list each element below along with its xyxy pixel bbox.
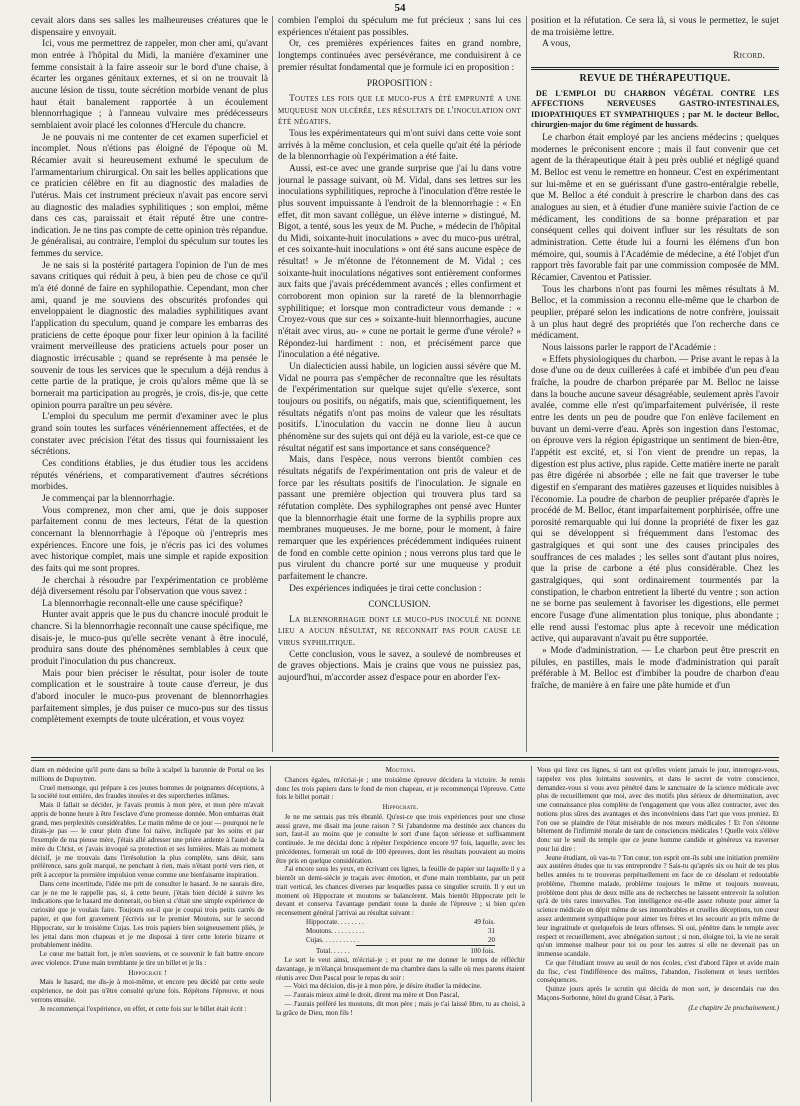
paragraph: Or, ces premières expériences faites en grand nombre, longtemps continuées avec persévérance, me conduisirent à ce premier résultat fondamental que je formule ici en proposition : — [278, 39, 521, 73]
paragraph: J'ai encore sous les yeux, en écrivant ces lignes, la feuille de papier sur laquelle il y a bientôt un demi-siècle je traçais avec émotion, et d'une main tremblante, par un petit trait vertical, les chances diverses par lesquelles passa ce singulier scrutin. Il y eut un moment où Hippocrate et moutons se balancèrent. Mais bientôt Hippocrate prit le devant et conserva l'avantage pendant toute la durée de l'épreuve ; si bien qu'en recensement général j'arrivai au résultat suivant : — [276, 865, 525, 918]
paragraph: — J'aurais préféré les moutons, dit mon père ; mais je t'ai laissé libre, tu as choisi, à la grâce de Dieu, mon fils ! — [276, 999, 525, 1017]
column-divider — [526, 16, 527, 752]
paragraph: Le cœur me battait fort, je m'en souviens, et ce souvenir le fait battre encore avec violence. D'une main tremblante je tire un billet et je lis : — [31, 950, 264, 967]
paragraph: Tous les charbons n'ont pas fourni les mêmes résultats à M. Belloc, et la commission a reconnu elle-même que le charbon de peuplier, préparé selon les indications de notre confrère, jouissait à un plus haut degré des propriétés que l'on recherche dans ce médicament. — [531, 284, 779, 342]
column-divider — [531, 766, 532, 1102]
section-separator — [31, 757, 779, 758]
paragraph: Hunter avait appris que le pus du chancre inoculé produit le chancre. Si la blennorrhagie reconnaît une cause spécifique, me disais-je, le muco-pus qu'elle secrète venant à être inoculé, produira sans doute des phénomènes semblables à ceux que produit l'inoculation du pus chancreux. — [31, 610, 268, 668]
paragraph: L'emploi du speculum me permit d'examiner avec le plus grand soin toutes les surfaces vénériennement affectées, et de constater avec précision l'état des tissus qui fournissaient les sécrétions. — [31, 412, 268, 458]
paragraph: combien l'emploi du spéculum me fut précieux ; sans lui ces expériences n'étaient pas possibles. — [278, 16, 521, 38]
ballot-result: Hippocrate. — [382, 803, 419, 812]
tally-label: Cujas. . . . . . . . . . . — [306, 935, 360, 944]
paragraph: Je recommençai l'expérience, en effet, et cette fois sur le billet était écrit : — [39, 1004, 247, 1013]
column-divider — [272, 16, 273, 752]
paragraph: Aussi, est-ce avec une grande surprise que j'ai lu dans votre journal le passage suivant, où M. Vidal, dans ses lettres sur les inoculations syphilitiques, reproche à l'inoculation d'être restée le plus souvent impuissante à l'endroit de la blennorrhagie : « En effet, dit mon savant collègue, un élève interne » distingué, M. Bigot, a tenté, sous les yeux de M. Puche, » médecin de l'hôpital du Midi, soixante-huit inoculations » avec du muco-pus urétral, et ces soixante-huit inoculations » ont été sans aucune espèce de résultat! » Je m'étonne de l'étonnement de M. Vidal ; ces soixante-huit inoculations négatives sont entièrement conformes aux faits que j'avais précédemment avancés ; elles confirment et corroborent mon opinion sur la rareté de la blennorrhagie syphilitique; et lorsque mon contradicteur vous demande : « Croyez-vous que sur ces » soixante-huit blennorrhagies, aucune n'était avec virus, au- » cune ne portait le germe d'une vérole? » Répondez-lui hardiment : non, et précisément parce que l'inoculation a été négative. — [278, 163, 521, 361]
paragraph: Nous laissons parler le rapport de l'Académie : — [542, 342, 717, 353]
paragraph: Un dialecticien aussi habile, un logicien aussi sévère que M. Vidal ne pourra pas s'empêcher de reconnaître que les résultats de l'expérimentation sur quelque sujet qu'elle s'exerce, sont toujours ou positifs, ou négatifs, mais que, scientifiquement, les résultats négatifs n'ont pas moins de valeur que les résultats positifs. L'inoculation du vaccin ne donne lieu à aucun phénomène sur des sujets qui ont déjà eu la variole, est-ce que ce résultat négatif est sans importance et sans conséquence? — [278, 362, 521, 454]
tally-row — [306, 936, 495, 945]
paragraph: Vous qui lirez ces lignes, si tant est qu'elles voient jamais le jour, interrogez-vous, rappelez vos plus lointains souvenirs, et dans le secret de votre conscience, demandez-vous si vous avez pénétré dans le sanctuaire de la science médicale avec plus de recueillement que moi, avec des motifs plus sérieux de détermination, avec une connaissance plus complète de l'engagement que vous allez contracter, avec des notions plus sûres des avantages et des inconvéniens dans l'art que vous preniez. Et l'on ose se plaindre de l'état misérable de nos mœurs médicales ! Et l'on s'étonne bêtement de l'infirmité morale de tant de consciences médicales ! Quelle voix s'élève donc sur le seuil du temple que ce jeune homme candide et généreux va traverser pour lui dire : — [537, 766, 779, 853]
tally-total-value: 100 fois. — [470, 947, 495, 956]
paragraph: Jeune étudiant, où vas-tu ? Ton cœur, ton esprit ont-ils subi une initiation première aux austères études que tu vas entreprendre ? Sais-tu qu'après six ou huit de tes plus belles années tu te trouveras perpétuellement en face de ce désolant et redoutable problème, l'homme malade, problème toujours le même et toujours nouveau, problème dont plus de deux mille ans de recherches ne laissent entrevoir la solution qu'à de très rares intervalles. Ton intelligence est-elle assez robuste pour aimer la science médicale en dépit même de ses innombrables et cruelles déceptions, ton cœur assez ardemment sympathique pour aimer tes frères et les secourir au prix même de leur ingratitude et quelquefois de leurs offenses. Si oui, pénètre dans le temple avec respect et recueillement, avec abnégation surtout ; si non, éloigne toi, la vie ne serait qu'un immense malheur pour toi ou pour les autres si elle ne devenait pas un immense scandale. — [537, 853, 779, 959]
proposition-text: Toutes les fois que le muco-pus a été emprunté a une muqueuse non ulcérée, les résultats de l'inoculation ont été négatifs. — [278, 93, 521, 128]
paragraph: Cruel mensonge, qui prépare à ces jeunes hommes de poignantes déceptions, à la société tout entière, des fraudes inouïes et des supercheries infâmes. — [31, 783, 264, 801]
proposition-heading: PROPOSITION : — [366, 79, 433, 90]
paragraph: Le charbon était employé par les anciens médecins ; quelques modernes le préconisent encore ; mais il faut convenir que cet agent de la thérapeutique était à peu près oublié et négligé quand M. Belloc est venu le remettre en honneur. C'est en expérimentant sur lui-même et en se guérissant d'une gastro-entéralgie rebelle, que M. Belloc a été conduit à prescrire le charbon dans des cas analogues au sien, et à étudier d'une manière suivie l'action de ce médicament, les conditions de sa bonne préparation et par conséquent celles qui doivent influer sur les résultats de son administration. Cette étude lui a fourni les élémens d'un bon mémoire, qui, soumis à l'Académie de médecine, a été l'objet d'un rapport très favorable fait par une commission composée de MM. Récamier, Caventou et Patissier. — [531, 133, 779, 284]
paragraph: Ici, vous me permettrez de rappeler, mon cher ami, qu'avant mon entrée à l'hôpital du Midi, la manière d'examiner une femme consistait à la faire asseoir sur le bord d'une chaise, à écarter les organes génitaux externes, et si on ne trouvait là aucune lésion de tissu, toute sécrétion morbide venant de plus haut était banalement rapportée à un écoulement blennorrhagique ; à l'anneau vulvaire mes prédécesseurs semblaient avoir placé les colonnes d'Hercule du chancre. — [31, 39, 268, 131]
paragraph: Chances égales, m'écriai-je ; une troisième épreuve décidera la victoire. Je remis donc les trois papiers dans le fond de mon chapeau, et je recommençai l'épreuve. Cette fois le billet portait : — [276, 775, 525, 802]
paragraph: Quinze jours après le scrutin qui décida de mon sort, je descendais rue des Maçons-Sorbonne, hôtel du grand César, à Paris. — [537, 985, 779, 1002]
paragraph: — Voici ma décision, dis-je à mon père, je désire étudier la médecine. — [284, 982, 482, 991]
tally-value: 20 — [487, 935, 495, 944]
paragraph: Mais, dans l'espèce, nous verrons bientôt combien ces résultats négatifs de l'expérimentation ont pris de valeur et de force par les résultats positifs de l'inoculation. Je signale en passant une première objection qui trouvera plus tard sa réfutation complète. Des syphilographes ont pensé avec Hunter que la blennorrhagie était une forme de la syphilis propre aux membranes muqueuses. Je me borne, pour le moment, à faire remarquer que les expériences précédemment indiquées ruinent de fond en comble cette opinion ; nous verrons plus tard que le pus virulent du chancre porté sur une muqueuse y produit parfaitement le chancre. — [278, 455, 521, 582]
page-number: 54 — [394, 2, 406, 14]
tally-total-row — [316, 947, 495, 956]
paragraph: Le sort le veut ainsi, m'écriai-je ; et pour ne me donner le temps de réfléchir davantage, je m'élançai brusquement de ma chambre dans la salle où mes parens étaient réunis avec Don Pascal pour le repas du soir : — [276, 956, 525, 982]
bottom-column-1 — [31, 766, 264, 1102]
paragraph: Mais le hasard, me dis-je à moi-même, et encore peu décidé par cette seule expérience, ne doit pas n'être consulté qu'une fois. Répétons l'épreuve, et nous verrons ensuite. — [31, 978, 264, 1004]
paragraph: Des expériences indiquées je tirai cette conclusion : — [289, 583, 482, 594]
paragraph: Cette conclusion, vous le savez, a soulevé de nombreuses et de graves objections. Mais je crains que vous ne puissiez pas, aujourd'hui, m'accorder assez d'espace pour en aborder l'ex- — [278, 649, 521, 684]
section-rule — [531, 67, 779, 70]
paragraph: Je cherchai à résoudre par l'expérimentation ce problème déjà diversement résolu par l'observation que vous savez : — [31, 575, 268, 598]
bottom-column-2 — [276, 766, 525, 1102]
top-column-3 — [531, 16, 779, 752]
tally-value: 31 — [487, 926, 495, 935]
paragraph: diant en médecine qu'il porte dans sa boîte à scalpel la baronnie de Portal ou les millions de Dupuytren. — [31, 766, 264, 783]
tally-row — [306, 918, 495, 927]
section-title: REVUE DE THÉRAPEUTIQUE. — [579, 72, 731, 84]
top-column-1 — [31, 16, 268, 752]
paragraph: La blennorrhagie reconnaît-elle une cause spécifique? — [42, 598, 243, 609]
section-separator-thin — [31, 760, 779, 761]
paragraph: Ce que l'étudiant trouve au seuil de nos écoles, c'est d'abord l'âpre et avide main du fisc, c'est l'indifférence des maîtres, l'abandon, l'isolement et leurs terribles conséquences. — [537, 958, 779, 985]
paragraph: » Mode d'administration. — Le charbon peut être prescrit en pilules, en pastilles, mais le mode d'administration qui paraît préférable à M. Belloc est d'imbiber la poudre de charbon d'eau fraîche, de manière à en faire une pâte humide et d'un — [531, 646, 779, 692]
tally-rule — [356, 945, 495, 946]
signature: Ricord. — [733, 50, 765, 61]
continuation-note: (Le chapitre 2e prochainement.) — [688, 1003, 779, 1012]
paragraph: Je ne sais si la postérité partagera l'opinion de l'un de mes savans critiques qui réduit à peu, à bien peu de chose ce qu'il m'a été donné de faire en syphilopathie. Cependant, mon cher ami, quand je me souviens des obscurités profondes qui enveloppaient le diagnostic des maladies syphilitiques avant l'application du speculum, quand je compare les embarras des praticiens de cette époque pour fixer leur opinion à la facilité vraiment merveilleuse des praticiens actuels pour poser un diagnostic irrécusable ; quand se représente à ma pensée le souvenir de tous les services que le speculum a déjà rendus à cette partie de la pratique, je crois qu'alors même que là se bornerait ma participation au progrès, je crois, dis-je, que cette opinion pourra paraître un peu sévère. — [31, 260, 268, 411]
paragraph: — J'aurais mieux aimé le droit, dirent ma mère et Don Pascal, — [284, 991, 460, 1000]
paragraph: Ces conditions établies, je dus étudier tous les accidens réputés vénériens, et comparativement d'autres sécrétions morbides. — [31, 458, 268, 493]
greeting: A vous, — [542, 39, 571, 50]
paragraph: « Effets physiologiques du charbon. — Prise avant le repas à la dose d'une ou de deux cuillerées à café et imbibée d'un peu d'eau fraîche, la poudre de charbon préparée par M. Belloc ne laisse dans la bouche aucune saveur désagréable, seulement après l'avoir avalée, comme elle n'est qu'imparfaitement pulvérisée, il reste entre les dents un peu de poudre que l'on enlève facilement en buvant un demi-verre d'eau. Après son ingestion dans l'estomac, on éprouve vers la région épigastrique un sentiment de bien-être, l'appétit est excité, et, si l'on vient de prendre un repas, la digestion est plus active, plus rapide. Cette matière inerte ne paraît pas être digérée ni absorbée ; elle ne fait que traverser le tube digestif en s'emparant des matières gazeuses et liquides nuisibles à l'économie. La poudre de charbon de peuplier préparée d'après le procédé de M. Belloc, étant imparfaitement porphirisée, offre une porosité remarquable qui lui donne la propriété de fixer les gaz qui se développent si fréquemment dans l'estomac des gastralgiques et qui sont une des causes principales des souffrances de ces malades ; les selles sont d'autant plus noires, que la prise de carbone a été plus considérable. Chez les gastralgiques, qui sont ordinairement tourmentés par la constipation, le charbon entretient la liberté du ventre ; son action ne se borne pas seulement à favoriser les digestions, elle permet encore l'usage d'une alimentation plus tonique, plus abondante ; elle rend aussi l'estomac plus apte à recevoir une médication active, qui auparavant n'avait pu être supportée. — [531, 354, 779, 645]
ballot-result: Hippocrate ! — [128, 968, 167, 977]
tally-total-label: Total. . . . . . — [316, 947, 350, 956]
paragraph: Tous les expérimentateurs qui m'ont suivi dans cette voie sont arrivés à la même conclusion, et cela quelle qu'ait été la période de la blennorrhagie où l'expérimation a été faite. — [278, 128, 521, 163]
paragraph: Je ne pouvais ni me contenter de cet examen superficiel et incomplet. Nous n'étions pas éloigné de l'époque où M. Récamier avait si heureusement exhumé le speculum de l'armamentarium chirurgical. On sait les belles applications que ce praticien célèbre en fit au diagnostic des maladies de l'utérus. Mais cet instrument précieux n'avait pas encore servi au diagnostic des maladies syphilitiques ; son emploi, même dans ces cas, paraissait et était réputé être une contre-indication. Je ne tins pas compte de cette opinion très répandue. Je généralisai, au contraire, l'emploi du spéculum sur toutes les femmes du service. — [31, 132, 268, 260]
column-divider — [270, 766, 271, 1102]
conclusion-heading: CONCLUSION. — [368, 600, 431, 611]
paragraph: cevait alors dans ses salles les malheureuses créatures que le dispensaire y envoyait. — [31, 16, 268, 38]
paragraph: Dans cette incertitude, l'idée me prit de consulter le hasard. Je ne saurais dire, car je ne me le rappelle pas, si, à cette heure, j'étais bien décidé à suivre les indications que le hasard me donnerait, ou bien si c'était une simple expérience de curiosité que je voulais faire. Toujours est-il que je coupai trois petits carrés de papier, et que fort gravement j'écrivis sur le premier Moutons, sur le second Hippocrate, sur le troisième Cujas. Les trois papiers bien soigneusement pliés, je les jettai dans mon chapeau et je me disposai à tirer cette loterie bizarre et probablement inédite. — [31, 879, 264, 950]
tally-value: 49 fois. — [473, 918, 495, 927]
paragraph: Vous comprenez, mon cher ami, que je dois supposer parfaitement connu de mes lecteurs, l'état de la question concernant la blennorrhagie à l'époque où j'entrepris mes expériences. Encore une fois, je n'écris pas ici des volumes avec historique complet, mais une simple et rapide exposition des faits qui me sont propres. — [31, 505, 268, 574]
paragraph: Je commençai par la blennorrhagie. — [42, 493, 175, 504]
tally-label: Hippocrate. . . . . . . . — [306, 918, 364, 927]
ballot-result: Moutons. — [385, 766, 416, 774]
article-title: DE L'EMPLOI DU CHARBON VÉGÉTAL CONTRE LES AFFECTIONS NERVEUSES GASTRO-INTESTINALES, IDIOPATHIQUES ET SYMPATHIQUES ; par M. le docteur Belloc, chirurgien-major du 6me régiment de hussards. — [531, 89, 779, 129]
paragraph: Je ne me sentais pas très ébranlé. Qu'est-ce que trois expériences pour une chose aussi grave, me disait ma jeune raison ? Si j'abandonne ma destinée aux chances du sort, faut-il au moins que je consulte le sort d'une façon sérieuse et suffisamment continuée. Je me décidai donc à répéter l'expérience encore 97 fois, laquelle, avec les précédentes, formerait un total de 100 épreuves, dont les résultats pouvaient au moins être pris en quelque considération. — [276, 812, 525, 865]
tally-label: Moutons. . . . . . . . . . — [306, 926, 365, 935]
top-column-2 — [278, 16, 521, 752]
conclusion-text: La blennorrhagie dont le muco-pus inoculé ne donne lieu a aucun résultat, ne reconnait pas pour cause le virus syphilitique. — [278, 614, 521, 649]
tally-row — [306, 927, 495, 936]
paragraph: Mais il fallait se décider, je l'avais promis à mon père, et mon père m'avait appris de bonne heure à être l'esclave d'une promesse donnée. Mon embarras était grand, mes perplexités considérables. Le matin même de ce jour — pourquoi ne le dirais-je pas — le cœur plein d'une foi naïve, incliquée par les soins et par l'exemple de ma pieuse mère, j'étais allé adresser une prière ardente à l'autel de la mère du Christ, et j'avais invoqué sa protection et ses lumières. Mais au moment décisif, je me trouvais dans l'irrésolution la plus complète, sans désir, sans préférence, sans goût marqué, ne penchant à rien, mais n'étant porté vers rien, et prêt à accepter la première impulsion venue comme une bienfaisante inspiration. — [31, 801, 264, 880]
bottom-column-3 — [537, 766, 779, 1102]
paragraph: Mais pour bien préciser le résultat, pour isoler de toute complication et le soustraire à toute cause d'erreur, je dus d'abord inoculer le muco-pus provenant de blennorrhagies parfaitement simples, je dus puiser ce muco-pus sur des tissus complètement exempts de toute ulcération, et vous voyez — [31, 668, 268, 726]
paragraph: position et la réfutation. Ce sera là, si vous le permettez, le sujet de ma troisième lettre. — [531, 16, 779, 38]
